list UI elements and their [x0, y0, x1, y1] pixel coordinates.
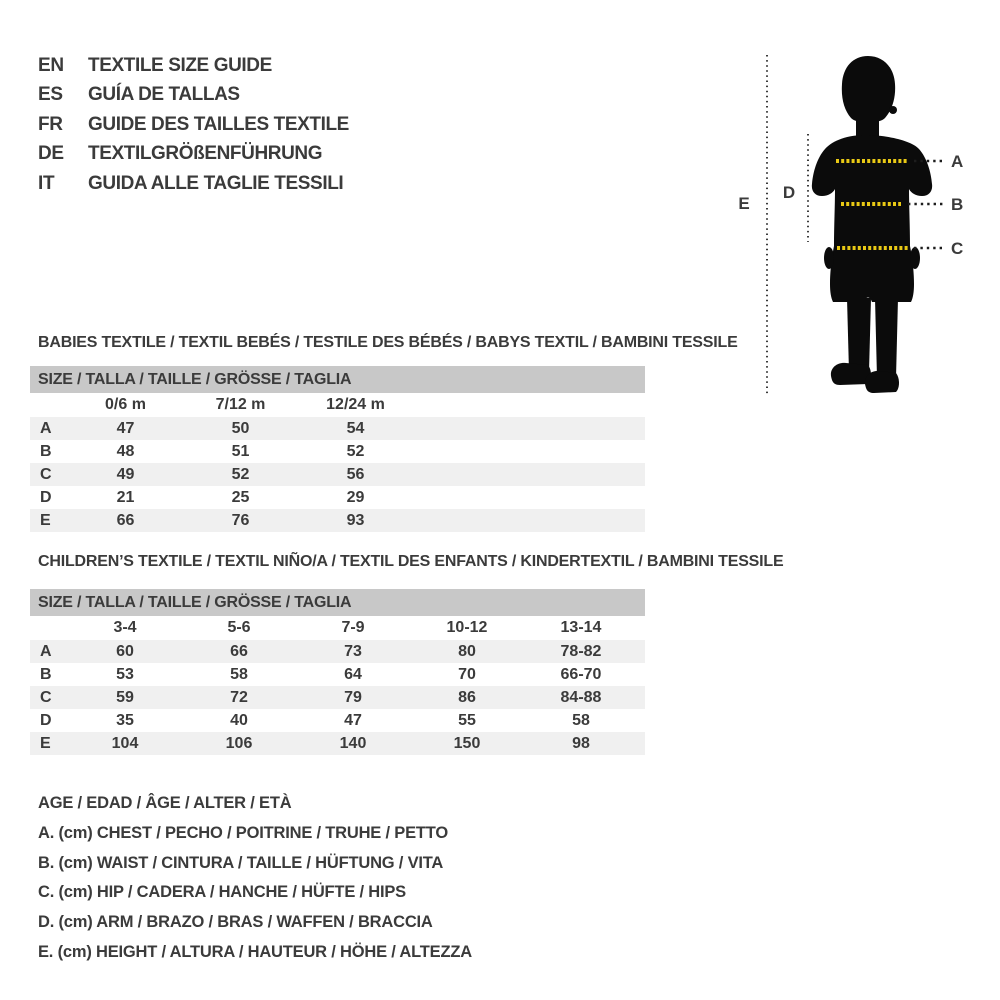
language-title-list: [38, 51, 349, 199]
measurement-legend: [38, 789, 472, 968]
lang-row-it: [38, 169, 349, 199]
cell: 73: [344, 643, 362, 660]
children-size-table: [30, 589, 645, 755]
cell: 58: [230, 666, 248, 683]
cell: 56: [346, 466, 365, 483]
legend-height: E. (cm) HEIGHT / ALTURA / HAUTEUR / HÖHE / ALTEZZA: [38, 942, 472, 961]
legend-arm: D. (cm) ARM / BRAZO / BRAS / WAFFEN / BRACCIA: [38, 913, 433, 932]
cell: 76: [231, 512, 250, 529]
babies-column-header-row: [30, 393, 645, 417]
babies-table-header: SIZE / TALLA / TAILLE / GRÖSSE / TAGLIA: [30, 366, 645, 393]
column-header: 12/24 m: [326, 396, 385, 413]
legend-age: AGE / EDAD / ÂGE / ALTER / ETÀ: [38, 794, 292, 812]
row-label: C: [40, 466, 52, 483]
legend-waist: B. (cm) WAIST / CINTURA / TAILLE / HÜFTUNG / VITA: [38, 853, 444, 872]
cell: 47: [116, 420, 135, 437]
empty-cell: [30, 616, 68, 640]
cell: 51: [231, 443, 250, 460]
measurement-diagram: [730, 40, 990, 400]
cell: 150: [453, 735, 481, 752]
cell: 140: [339, 735, 367, 752]
cell: 80: [458, 643, 476, 660]
lang-code: EN: [38, 54, 64, 76]
lang-row-en: [38, 51, 349, 81]
table-row: [30, 509, 645, 532]
cell: 55: [458, 712, 476, 729]
children-column-header-row: [30, 616, 645, 640]
babies-section-title: BABIES TEXTILE / TEXTIL BEBÉS / TESTILE DES BÉBÉS / BABYS TEXTIL / BAMBINI TESSILE: [38, 334, 738, 351]
cell: 93: [346, 512, 365, 529]
column-header: 7/12 m: [215, 396, 266, 413]
cell: 66: [116, 512, 135, 529]
cell: 21: [116, 489, 135, 506]
lang-code: ES: [38, 84, 63, 106]
column-header: 13-14: [560, 619, 602, 636]
cell: 53: [116, 666, 134, 683]
marker-label-e: E: [738, 194, 750, 213]
children-section-title: CHILDREN’S TEXTILE / TEXTIL NIÑO/A / TEXTIL DES ENFANTS / KINDERTEXTIL / BAMBINI TESSILE: [38, 553, 784, 570]
lang-code: FR: [38, 113, 63, 135]
table-row: [30, 486, 645, 509]
cell: 49: [116, 466, 135, 483]
cell: 48: [116, 443, 135, 460]
lang-title: TEXTILGRÖßENFÜHRUNG: [88, 143, 323, 165]
lang-code: IT: [38, 172, 55, 194]
empty-cell: [30, 393, 68, 417]
cell: 58: [572, 712, 590, 729]
cell: 52: [346, 443, 365, 460]
cell: 35: [116, 712, 134, 729]
legend-hip: C. (cm) HIP / CADERA / HANCHE / HÜFTE / HIPS: [38, 883, 406, 902]
lang-row-es: [38, 81, 349, 111]
lang-title: TEXTILE SIZE GUIDE: [88, 54, 272, 76]
cell: 64: [344, 666, 362, 683]
cell: 52: [231, 466, 250, 483]
cell: 50: [231, 420, 250, 437]
lang-row-fr: [38, 110, 349, 140]
table-row: [30, 463, 645, 486]
row-label: E: [40, 735, 51, 752]
cell: 79: [344, 689, 362, 706]
cell: 104: [111, 735, 139, 752]
table-row: [30, 640, 645, 663]
child-silhouette-figure: [730, 40, 990, 400]
cell: 66-70: [560, 666, 602, 683]
cell: 59: [116, 689, 134, 706]
marker-label-c: C: [951, 239, 964, 258]
column-header: 5-6: [227, 619, 251, 636]
lang-title: GUIDA ALLE TAGLIE TESSILI: [88, 172, 344, 194]
row-label: D: [40, 712, 52, 729]
row-label: B: [40, 666, 52, 683]
cell: 86: [458, 689, 476, 706]
marker-label-b: B: [951, 195, 964, 214]
cell: 98: [572, 735, 590, 752]
lang-row-de: [38, 140, 349, 170]
column-header: 7-9: [341, 619, 365, 636]
cell: 84-88: [560, 689, 602, 706]
cell: 60: [116, 643, 134, 660]
marker-label-d: D: [782, 183, 796, 202]
cell: 106: [225, 735, 253, 752]
table-row: [30, 440, 645, 463]
column-header: 0/6 m: [105, 396, 146, 413]
row-label: A: [40, 643, 52, 660]
cell: 47: [344, 712, 362, 729]
column-header: 3-4: [113, 619, 137, 636]
children-table-header: SIZE / TALLA / TAILLE / GRÖSSE / TAGLIA: [30, 589, 645, 616]
cell: 66: [230, 643, 248, 660]
babies-size-table: [30, 366, 645, 532]
table-row: [30, 663, 645, 686]
marker-label-a: A: [951, 152, 964, 171]
cell: 29: [346, 489, 365, 506]
table-row: [30, 686, 645, 709]
table-row: [30, 732, 645, 755]
column-header: 10-12: [446, 619, 488, 636]
row-label: A: [40, 420, 52, 437]
child-silhouette: [812, 56, 932, 393]
legend-chest: A. (cm) CHEST / PECHO / POITRINE / TRUHE / PETTO: [38, 823, 448, 842]
cell: 25: [231, 489, 250, 506]
cell: 40: [230, 712, 248, 729]
cell: 70: [458, 666, 476, 683]
table-row: [30, 709, 645, 732]
row-label: B: [40, 443, 52, 460]
row-label: E: [40, 512, 51, 529]
lang-title: GUIDE DES TAILLES TEXTILE: [88, 113, 349, 135]
row-label: D: [40, 489, 52, 506]
cell: 54: [346, 420, 365, 437]
row-label: C: [40, 689, 52, 706]
lang-code: DE: [38, 143, 64, 165]
cell: 78-82: [560, 643, 602, 660]
table-row: [30, 417, 645, 440]
cell: 72: [230, 689, 248, 706]
lang-title: GUÍA DE TALLAS: [88, 84, 240, 106]
